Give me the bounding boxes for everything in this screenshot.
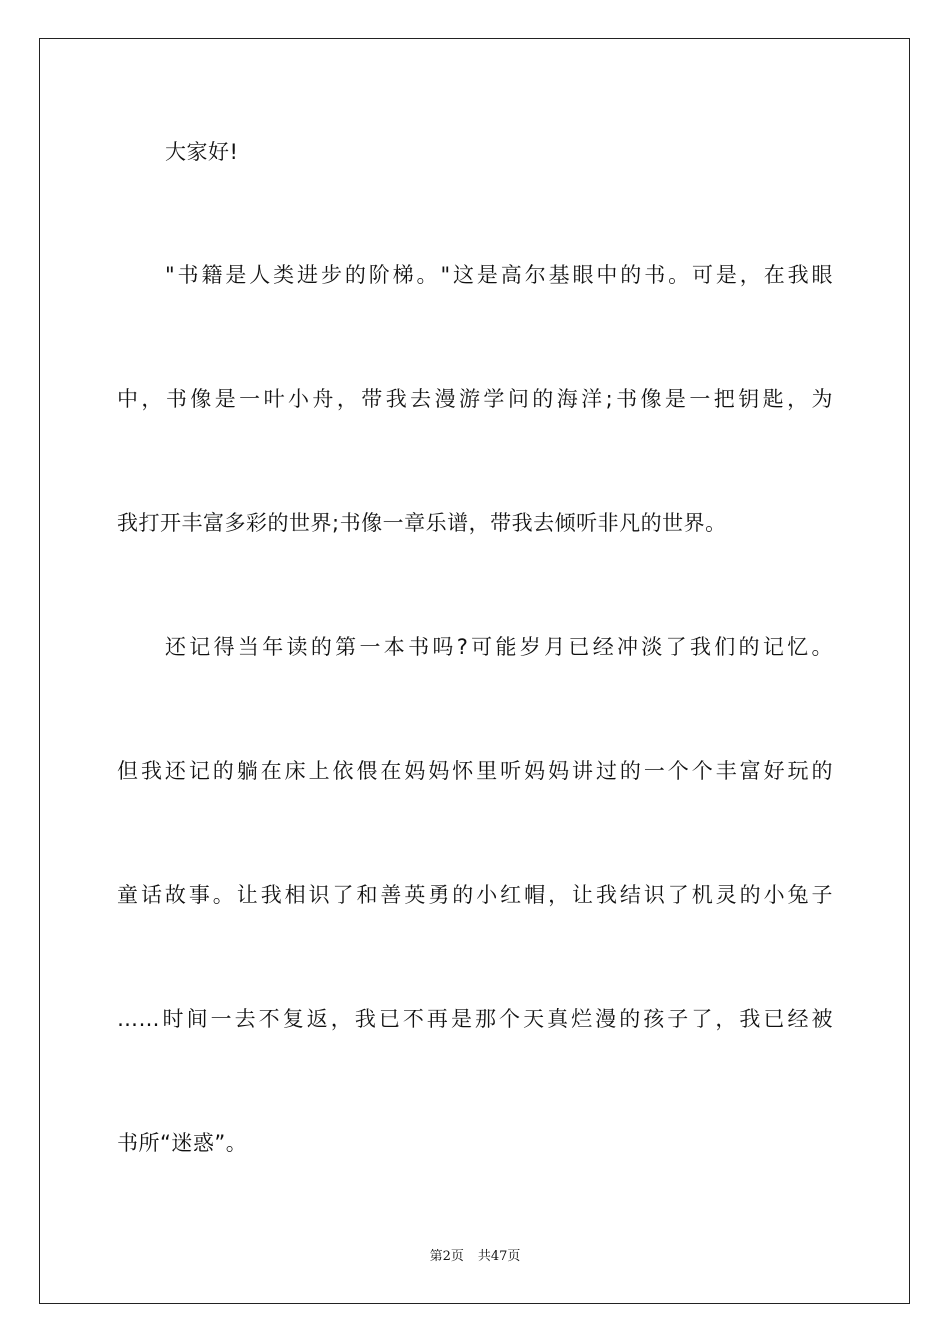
text-line: 还记得当年读的第一本书吗?可能岁月已经冲淡了我们的记忆。 bbox=[165, 635, 833, 659]
greeting-line: 大家好! bbox=[165, 140, 239, 164]
text-line: 中，书像是一叶小舟，带我去漫游学问的海洋;书像是一把钥匙，为 bbox=[117, 387, 833, 411]
text-line: 童话故事。让我相识了和善英勇的小红帽，让我结识了机灵的小兔子 bbox=[117, 883, 833, 907]
page-border bbox=[39, 38, 910, 1304]
text-line: 我打开丰富多彩的世界;书像一章乐谱，带我去倾听非凡的世界。 bbox=[117, 511, 727, 535]
page-total: 共47页 bbox=[477, 1249, 521, 1264]
text-line: 但我还记的躺在床上依偎在妈妈怀里听妈妈讲过的一个个丰富好玩的 bbox=[117, 759, 833, 783]
page-footer bbox=[0, 1248, 950, 1266]
text-line: 书所“迷惑”。 bbox=[117, 1131, 248, 1155]
page-current: 第2页 bbox=[429, 1249, 464, 1264]
text-line: ……时间一去不复返，我已不再是那个天真烂漫的孩子了，我已经被 bbox=[117, 1007, 833, 1031]
text-line: "书籍是人类进步的阶梯。"这是高尔基眼中的书。可是，在我眼 bbox=[165, 263, 833, 287]
